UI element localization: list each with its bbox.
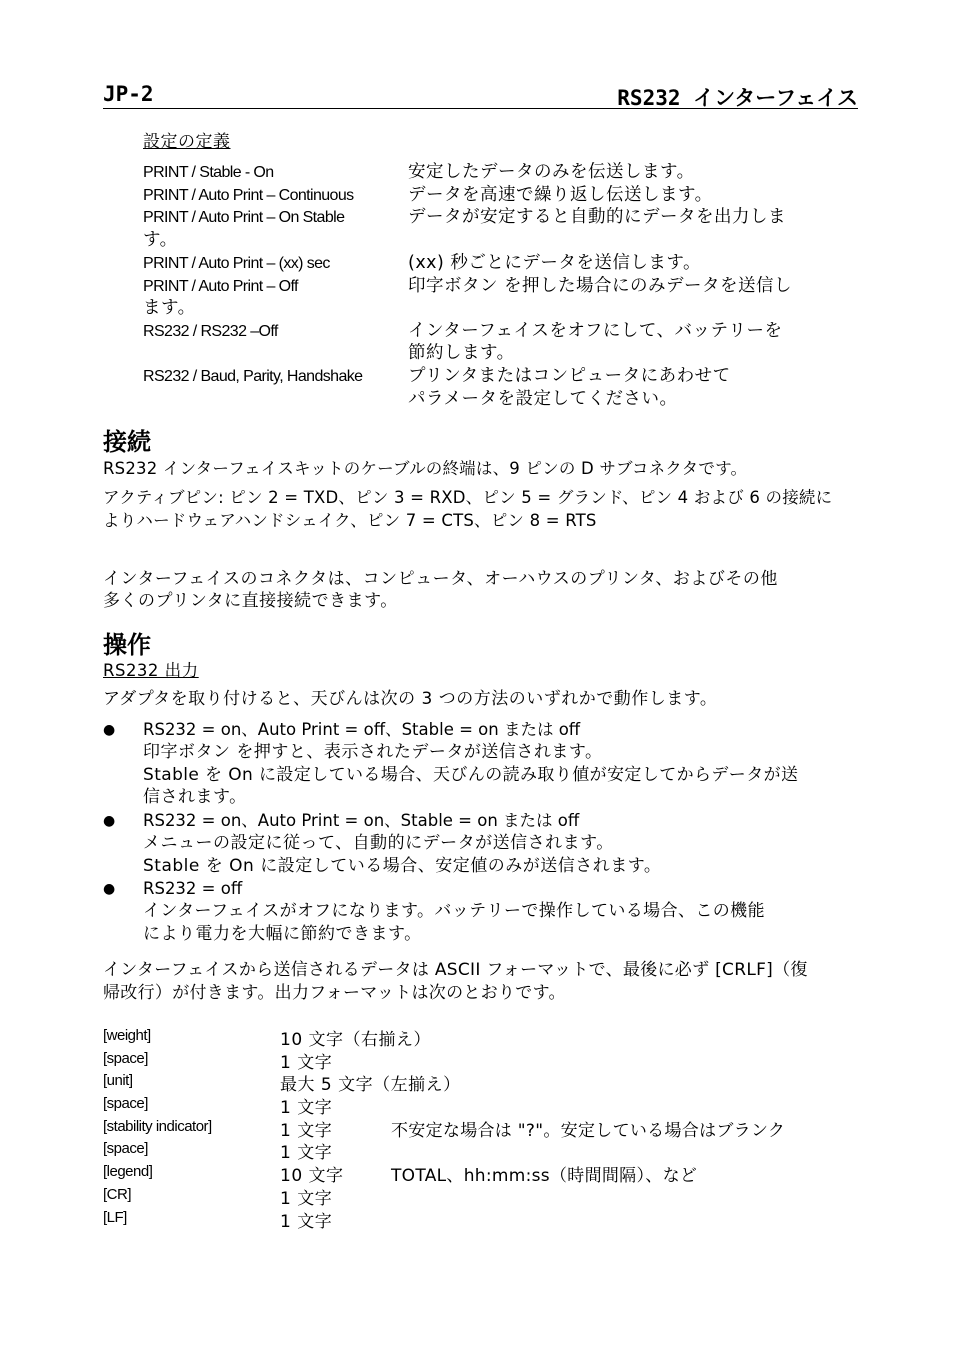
section-title: RS232 インターフェイス bbox=[617, 86, 858, 110]
bullet-3-line-1: インターフェイスがオフになります。バッテリーで操作している場合、この機能 bbox=[143, 901, 765, 921]
bullet-1-line-2: Stable を On に設定している場合、天びんの読み取り値が安定してからデータが送 bbox=[143, 765, 799, 785]
table-row-size: 1 文字 bbox=[280, 1121, 333, 1141]
definitions-title: 設定の定義 bbox=[143, 132, 231, 152]
bullet-3-title: RS232 = off bbox=[143, 879, 243, 898]
table-row-size: 10 文字 bbox=[280, 1166, 344, 1186]
def-key-7: RS232 / Baud, Parity, Handshake bbox=[143, 368, 363, 385]
table-row-field: [weight] bbox=[103, 1027, 151, 1044]
def-value-1: 安定したデータのみを伝送します。 bbox=[408, 162, 695, 182]
def-value-7-line2: パラメータを設定してください。 bbox=[408, 389, 678, 409]
bullet-1-marker: ● bbox=[103, 722, 116, 738]
bullet-2-line-2: Stable を On に設定している場合、安定値のみが送信されます。 bbox=[143, 856, 662, 876]
def-value-3-wrap: す。 bbox=[143, 230, 178, 250]
bullet-1-line-3: 信されます。 bbox=[143, 787, 247, 807]
table-row-size: 1 文字 bbox=[280, 1189, 333, 1209]
table-row-size: 1 文字 bbox=[280, 1212, 333, 1232]
table-row-field: [CR] bbox=[103, 1186, 131, 1203]
operation-subheading: RS232 出力 bbox=[103, 661, 199, 680]
connection-paragraph-3-line-1: インターフェイスのコネクタは、コンピュータ、オーハウスのプリンタ、およびその他 bbox=[103, 569, 778, 589]
def-value-6-line2: 節約します。 bbox=[408, 343, 515, 363]
table-row-size: 1 文字 bbox=[280, 1098, 333, 1118]
page-number: JP-2 bbox=[103, 82, 154, 106]
def-value-3: データが安定すると自動的にデータを出力しま bbox=[408, 207, 786, 227]
def-value-6: インターフェイスをオフにして、バッテリーを bbox=[408, 321, 783, 341]
def-value-7: プリンタまたはコンピュータにあわせて bbox=[408, 366, 731, 386]
table-row-field: [space] bbox=[103, 1050, 148, 1067]
table-row-field: [stability indicator] bbox=[103, 1118, 212, 1135]
bullet-3-line-2: により電力を大幅に節約できます。 bbox=[143, 924, 422, 944]
table-row-size: 1 文字 bbox=[280, 1143, 333, 1163]
bullet-2-marker: ● bbox=[103, 813, 116, 829]
table-row-size: 1 文字 bbox=[280, 1053, 333, 1073]
bullet-1-title: RS232 = on、Auto Print = off、Stable = on または off bbox=[143, 720, 581, 739]
connection-heading: 接続 bbox=[103, 428, 151, 456]
format-paragraph-line-1: インターフェイスから送信されるデータは ASCII フォーマットで、最後に必ず [CRLF]（復 bbox=[103, 960, 808, 980]
def-value-4: (xx) 秒ごとにデータを送信します。 bbox=[408, 253, 702, 273]
def-value-5: 印字ボタン を押した場合にのみデータを送信し bbox=[408, 276, 793, 296]
def-value-5-wrap: ます。 bbox=[143, 298, 196, 318]
table-row-size: 10 文字（右揃え） bbox=[280, 1030, 432, 1050]
connection-paragraph-2-line-1: アクティブピン: ピン 2 = TXD、ピン 3 = RXD、ピン 5 = グランド、ピン 4 および 6 の接続に bbox=[103, 488, 833, 507]
table-row-field: [space] bbox=[103, 1095, 148, 1112]
connection-paragraph-3-line-2: 多くのプリンタに直接接続できます。 bbox=[103, 591, 398, 611]
table-row-note: 不安定な場合は "?"。安定している場合はブランク bbox=[391, 1121, 786, 1141]
def-value-2: データを高速で繰り返し伝送します。 bbox=[408, 185, 713, 205]
table-row-field: [legend] bbox=[103, 1163, 153, 1180]
bullet-2-line-1: メニューの設定に従って、自動的にデータが送信されます。 bbox=[143, 833, 614, 853]
table-row-field: [unit] bbox=[103, 1072, 133, 1089]
operation-intro: アダプタを取り付けると、天びんは次の 3 つの方法のいずれかで動作します。 bbox=[103, 689, 718, 709]
table-row-size: 最大 5 文字（左揃え） bbox=[280, 1075, 461, 1095]
connection-paragraph-2-line-2: よりハードウェアハンドシェイク、ピン 7 = CTS、ピン 8 = RTS bbox=[103, 511, 597, 530]
operation-heading: 操作 bbox=[103, 631, 151, 659]
connection-paragraph-1: RS232 インターフェイスキットのケーブルの終端は、9 ピンの D サブコネクタです。 bbox=[103, 459, 748, 478]
bullet-1-line-1: 印字ボタン を押すと、表示されたデータが送信されます。 bbox=[143, 742, 603, 762]
table-row-field: [LF] bbox=[103, 1209, 127, 1226]
def-key-2: PRINT / Auto Print – Continuous bbox=[143, 187, 354, 204]
def-key-1: PRINT / Stable - On bbox=[143, 164, 274, 181]
format-paragraph-line-2: 帰改行）が付きます。出力フォーマットは次のとおりです。 bbox=[103, 983, 566, 1003]
def-key-6: RS232 / RS232 –Off bbox=[143, 323, 278, 340]
def-key-3: PRINT / Auto Print – On Stable bbox=[143, 209, 345, 226]
def-key-5: PRINT / Auto Print – Off bbox=[143, 278, 298, 295]
page-header bbox=[103, 82, 858, 109]
bullet-3-marker: ● bbox=[103, 881, 116, 897]
table-row-note: TOTAL、hh:mm:ss（時間間隔）、など bbox=[391, 1166, 698, 1186]
def-key-4: PRINT / Auto Print – (xx) sec bbox=[143, 255, 330, 272]
table-row-field: [space] bbox=[103, 1140, 148, 1157]
bullet-2-title: RS232 = on、Auto Print = on、Stable = on または off bbox=[143, 811, 580, 830]
